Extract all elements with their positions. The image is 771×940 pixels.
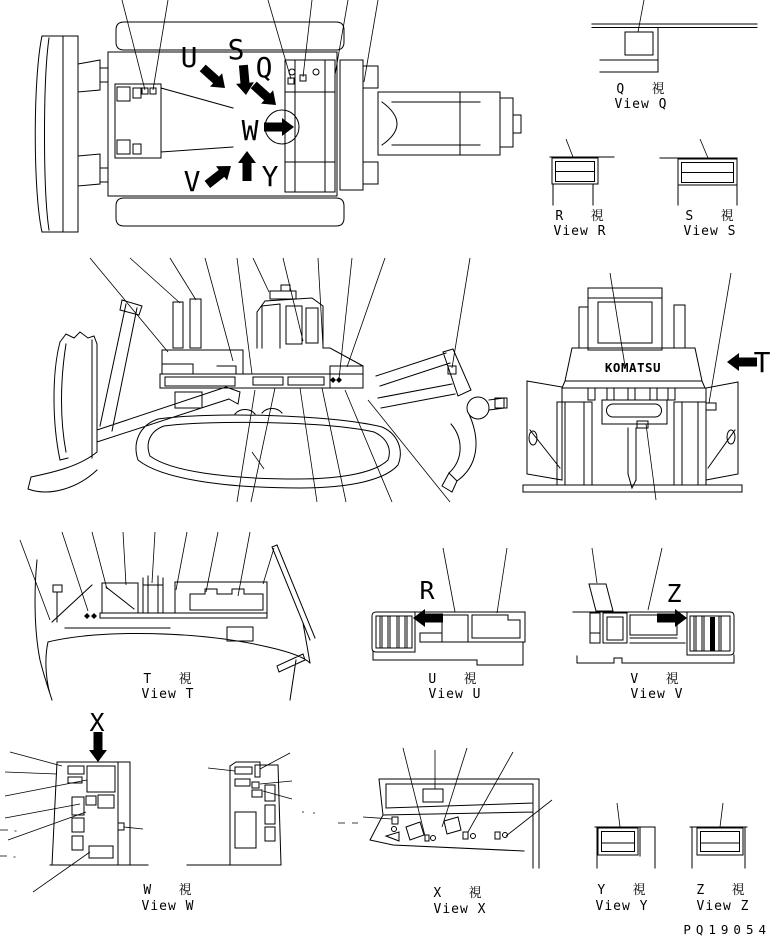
view-w-marker-x: X <box>89 708 105 737</box>
top-view-marker-v: V <box>183 165 201 198</box>
view-y-outline <box>595 827 655 868</box>
top-view-marker-s: S <box>227 33 245 66</box>
arrow-view-w-direction <box>264 118 294 136</box>
view-u <box>372 548 525 702</box>
bulldozer-top-view <box>35 0 521 232</box>
arrow-to-v-decal <box>202 159 237 192</box>
rear-view-outline <box>523 288 742 492</box>
view-t-leader-lines <box>20 532 274 620</box>
view-v-label-en: View V <box>630 687 684 702</box>
view-r-label-en: View R <box>553 224 607 239</box>
view-s-leader-line <box>700 139 708 158</box>
view-y <box>595 803 655 914</box>
view-z-leader-line <box>720 803 723 827</box>
view-s-outline <box>660 158 737 205</box>
top-view-marker-w: W <box>241 114 259 147</box>
drawing-part-number: PQ19054 <box>683 922 771 937</box>
view-r-leader-line <box>566 139 573 157</box>
view-z-label-en: View Z <box>696 899 750 914</box>
view-z-outline <box>690 827 747 868</box>
view-w-right-panel-outline <box>187 762 281 865</box>
rear-view-marker-t: T <box>753 346 771 379</box>
view-v-outline <box>573 584 734 663</box>
arrow-to-q-decal <box>234 64 255 95</box>
view-y-label-en: View Y <box>595 899 649 914</box>
bulldozer-rear-view <box>523 273 771 500</box>
view-y-leader-line <box>617 803 620 827</box>
view-x-label-jp: X 視 <box>433 886 483 901</box>
top-view-marker-u: U <box>180 41 198 74</box>
view-u-label-en: View U <box>428 687 482 702</box>
view-z-label-jp: Z 視 <box>696 883 746 898</box>
arrow-view-t-direction <box>727 353 757 371</box>
view-t-label-jp: T 視 <box>143 672 193 687</box>
view-v-label-jp: V 視 <box>630 672 680 687</box>
arrow-to-y-decal <box>238 151 256 181</box>
view-s <box>660 139 737 239</box>
view-w <box>0 708 358 914</box>
top-view-marker-q: Q <box>255 51 273 84</box>
view-t-label-en: View T <box>141 687 195 702</box>
view-w-left-panel-outline <box>50 762 148 865</box>
view-q-label-en: View Q <box>614 97 668 112</box>
top-view-marker-y: Y <box>261 160 279 193</box>
view-w-label-jp: W 視 <box>143 883 193 898</box>
view-r-label-jp: R 視 <box>555 209 605 224</box>
view-r-outline <box>550 157 614 205</box>
view-z <box>690 803 749 914</box>
view-x-leader-lines <box>363 748 552 836</box>
view-u-leader-lines <box>443 548 507 613</box>
view-s-label-jp: S 視 <box>685 209 735 224</box>
view-x-label-en: View X <box>433 902 487 917</box>
view-t <box>20 532 315 702</box>
view-w-leader-lines <box>5 752 292 892</box>
view-v-grille-black-bar <box>710 617 715 651</box>
view-s-label-en: View S <box>683 224 737 239</box>
view-v-marker-z: Z <box>666 579 682 608</box>
view-q-outline <box>592 24 757 72</box>
komatsu-logo: KOMATSU <box>604 360 662 375</box>
view-t-small-decal-diamonds <box>84 613 97 619</box>
view-v-leader-lines <box>592 548 662 610</box>
view-r <box>550 139 614 239</box>
view-q-label-jp: Q 視 <box>616 82 666 97</box>
side-view-outline <box>28 285 507 492</box>
view-y-label-jp: Y 視 <box>597 883 647 898</box>
view-x <box>363 748 552 917</box>
arrow-to-s-decal <box>197 61 231 94</box>
view-u-outline <box>372 612 525 665</box>
view-x-outline <box>370 779 539 868</box>
view-w-label-en: View W <box>141 899 195 914</box>
view-v <box>573 548 734 702</box>
side-view-small-decal-diamonds <box>330 377 342 383</box>
view-u-marker-r: R <box>419 576 435 605</box>
view-u-label-jp: U 視 <box>428 672 478 687</box>
view-q <box>592 0 757 112</box>
bulldozer-side-view <box>28 258 507 502</box>
